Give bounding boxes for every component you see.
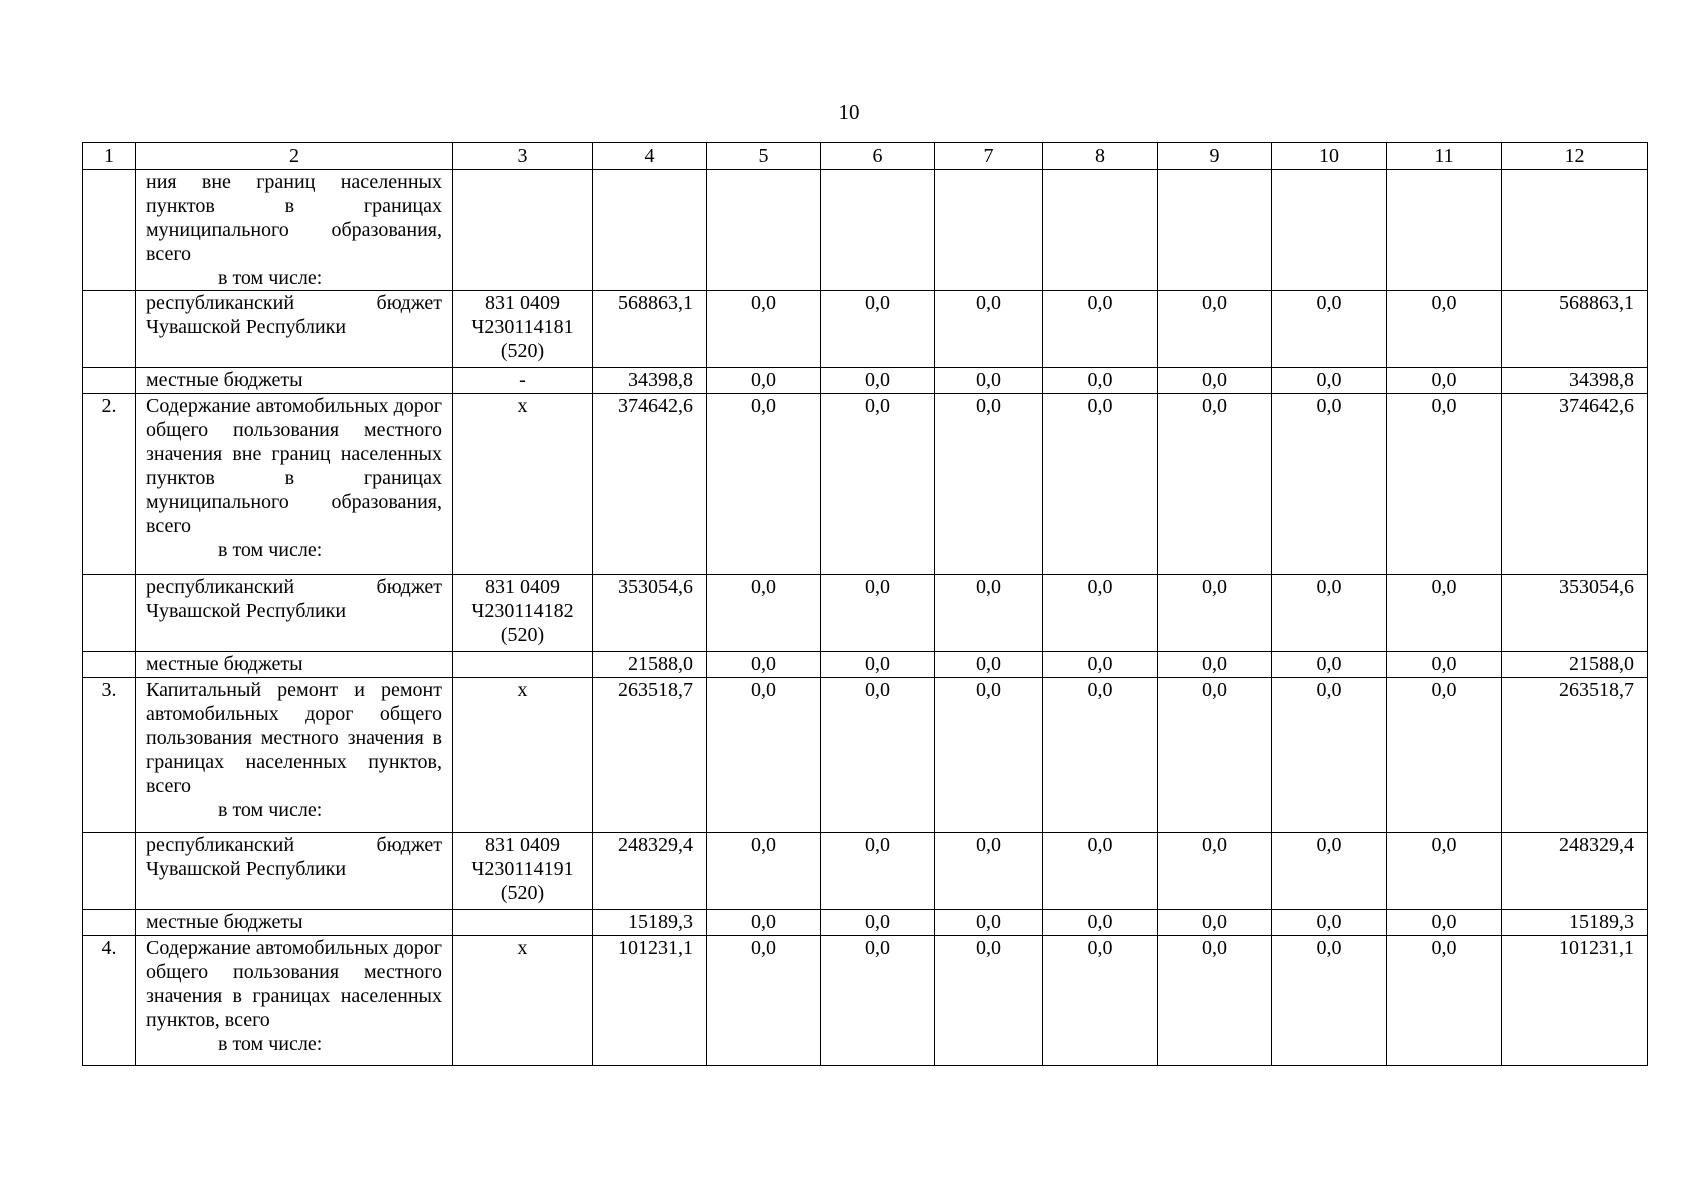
value-cell: 0,0 [935, 833, 1043, 910]
value-cell: 0,0 [1387, 394, 1502, 575]
value-cell: 0,0 [821, 394, 935, 575]
budget-code: x [453, 936, 593, 1066]
value-cell: 0,0 [1387, 678, 1502, 833]
column-number: 12 [1502, 143, 1648, 170]
value-cell: 0,0 [1272, 910, 1387, 936]
value-cell: 0,0 [1043, 575, 1158, 652]
value-cell: 0,0 [1158, 575, 1272, 652]
value-cell: 0,0 [707, 936, 821, 1066]
value-cell: 0,0 [1387, 936, 1502, 1066]
total-cell: 263518,7 [1502, 678, 1648, 833]
value-cell: 0,0 [821, 678, 935, 833]
value-cell: 0,0 [1158, 833, 1272, 910]
budget-code: x [453, 678, 593, 833]
row-number: 3. [83, 678, 136, 833]
row-number: 2. [83, 394, 136, 575]
column-number: 9 [1158, 143, 1272, 170]
value-cell: 0,0 [935, 575, 1043, 652]
value-cell [1387, 170, 1502, 291]
value-cell: 0,0 [821, 368, 935, 394]
value-cell: 0,0 [707, 678, 821, 833]
value-cell: 0,0 [1043, 291, 1158, 368]
row-number [83, 368, 136, 394]
total-cell: 248329,4 [1502, 833, 1648, 910]
row-name: Содержание автомобильных дорог общего пользования местного значения вне границ населенных пунктов в границах муниципального образования, всего [146, 395, 442, 537]
value-cell: 0,0 [1272, 291, 1387, 368]
row-description [136, 368, 453, 394]
value-cell: 0,0 [935, 368, 1043, 394]
row-number [83, 833, 136, 910]
value-cell: 0,0 [707, 575, 821, 652]
value-cell [935, 170, 1043, 291]
total-cell: 353054,6 [1502, 575, 1648, 652]
value-cell: 0,0 [1043, 678, 1158, 833]
budget-table [82, 142, 1648, 1066]
column-number: 6 [821, 143, 935, 170]
value-cell: 0,0 [821, 652, 935, 678]
value-cell: 0,0 [821, 575, 935, 652]
row-description [136, 394, 453, 575]
value-cell: 0,0 [821, 936, 935, 1066]
value-cell: 0,0 [1158, 910, 1272, 936]
table-row [83, 170, 1648, 291]
value-cell: 568863,1 [593, 291, 707, 368]
value-cell: 0,0 [1158, 394, 1272, 575]
row-name: ния вне границ населенных пунктов в границах муниципального образования, всего [146, 171, 442, 265]
total-cell [1502, 170, 1648, 291]
value-cell: 0,0 [1043, 652, 1158, 678]
table-row [83, 575, 1648, 652]
budget-code: 831 0409 Ч230114182 (520) [453, 575, 593, 652]
value-cell: 34398,8 [593, 368, 707, 394]
budget-code: 831 0409 Ч230114181 (520) [453, 291, 593, 368]
value-cell: 0,0 [1272, 575, 1387, 652]
value-cell [707, 170, 821, 291]
column-number: 5 [707, 143, 821, 170]
column-number: 2 [136, 143, 453, 170]
total-cell: 568863,1 [1502, 291, 1648, 368]
value-cell: 263518,7 [593, 678, 707, 833]
table-row [83, 291, 1648, 368]
value-cell: 0,0 [1387, 291, 1502, 368]
row-number [83, 652, 136, 678]
row-description [136, 910, 453, 936]
value-cell: 374642,6 [593, 394, 707, 575]
value-cell: 0,0 [1387, 833, 1502, 910]
value-cell: 0,0 [935, 936, 1043, 1066]
value-cell: 0,0 [707, 910, 821, 936]
total-cell: 21588,0 [1502, 652, 1648, 678]
value-cell: 353054,6 [593, 575, 707, 652]
row-description [136, 678, 453, 833]
row-description [136, 833, 453, 910]
value-cell: 0,0 [1272, 368, 1387, 394]
value-cell: 0,0 [935, 394, 1043, 575]
row-description [136, 575, 453, 652]
value-cell: 0,0 [1272, 678, 1387, 833]
table-row [83, 678, 1648, 833]
value-cell: 248329,4 [593, 833, 707, 910]
budget-code: x [453, 394, 593, 575]
value-cell: 0,0 [821, 910, 935, 936]
total-cell: 101231,1 [1502, 936, 1648, 1066]
row-number [83, 575, 136, 652]
column-number: 4 [593, 143, 707, 170]
value-cell: 15189,3 [593, 910, 707, 936]
budget-code [453, 652, 593, 678]
value-cell: 0,0 [821, 833, 935, 910]
value-cell: 0,0 [1158, 936, 1272, 1066]
column-number: 11 [1387, 143, 1502, 170]
total-cell: 15189,3 [1502, 910, 1648, 936]
row-name: Капитальный ремонт и ремонт автомобильных дорог общего пользования местного значения в границах населенных пунктов, всего [146, 679, 442, 797]
budget-code [453, 170, 593, 291]
value-cell: 101231,1 [593, 936, 707, 1066]
value-cell: 0,0 [1158, 678, 1272, 833]
row-description [136, 652, 453, 678]
value-cell: 0,0 [1158, 291, 1272, 368]
column-number: 1 [83, 143, 136, 170]
column-number: 10 [1272, 143, 1387, 170]
row-number [83, 910, 136, 936]
value-cell: 0,0 [1387, 575, 1502, 652]
value-cell: 0,0 [1387, 368, 1502, 394]
budget-code: - [453, 368, 593, 394]
column-number: 7 [935, 143, 1043, 170]
budget-code: 831 0409 Ч230114191 (520) [453, 833, 593, 910]
row-number: 4. [83, 936, 136, 1066]
value-cell: 0,0 [1272, 936, 1387, 1066]
value-cell: 0,0 [1387, 910, 1502, 936]
value-cell [821, 170, 935, 291]
row-name: Содержание автомобильных дорог общего пользования местного значения в границах населенных пунктов, всего [146, 937, 442, 1031]
value-cell: 21588,0 [593, 652, 707, 678]
value-cell: 0,0 [1272, 394, 1387, 575]
row-number [83, 291, 136, 368]
value-cell: 0,0 [707, 652, 821, 678]
including-label: в том числе: [218, 1033, 323, 1055]
including-label: в том числе: [218, 799, 323, 821]
value-cell: 0,0 [1387, 652, 1502, 678]
column-number: 8 [1043, 143, 1158, 170]
table-row [83, 910, 1648, 936]
row-name: республиканский бюджет Чувашской Республики [146, 576, 442, 622]
value-cell: 0,0 [935, 910, 1043, 936]
value-cell: 0,0 [935, 678, 1043, 833]
value-cell: 0,0 [935, 652, 1043, 678]
value-cell: 0,0 [1043, 833, 1158, 910]
including-label: в том числе: [218, 267, 323, 289]
value-cell: 0,0 [707, 291, 821, 368]
value-cell: 0,0 [1272, 652, 1387, 678]
value-cell: 0,0 [1272, 833, 1387, 910]
page-number: 10 [838, 100, 860, 124]
table-row [83, 652, 1648, 678]
row-name: местные бюджеты [146, 653, 303, 675]
value-cell: 0,0 [1043, 910, 1158, 936]
value-cell: 0,0 [1043, 936, 1158, 1066]
value-cell: 0,0 [821, 291, 935, 368]
total-cell: 34398,8 [1502, 368, 1648, 394]
column-number-row [83, 143, 1648, 170]
including-label: в том числе: [218, 539, 323, 561]
value-cell [1272, 170, 1387, 291]
row-name: республиканский бюджет Чувашской Республики [146, 292, 442, 338]
table-row [83, 936, 1648, 1066]
table-row [83, 394, 1648, 575]
column-number: 3 [453, 143, 593, 170]
value-cell: 0,0 [707, 394, 821, 575]
row-name: республиканский бюджет Чувашской Республики [146, 834, 442, 880]
row-number [83, 170, 136, 291]
value-cell: 0,0 [1158, 652, 1272, 678]
value-cell [1158, 170, 1272, 291]
value-cell: 0,0 [935, 291, 1043, 368]
row-name: местные бюджеты [146, 369, 303, 391]
row-description [136, 291, 453, 368]
row-description [136, 170, 453, 291]
value-cell: 0,0 [1043, 368, 1158, 394]
value-cell: 0,0 [707, 833, 821, 910]
value-cell: 0,0 [707, 368, 821, 394]
table-row [83, 368, 1648, 394]
budget-code [453, 910, 593, 936]
value-cell: 0,0 [1043, 394, 1158, 575]
row-description [136, 936, 453, 1066]
row-name: местные бюджеты [146, 911, 303, 933]
value-cell: 0,0 [1158, 368, 1272, 394]
total-cell: 374642,6 [1502, 394, 1648, 575]
value-cell [593, 170, 707, 291]
table-row [83, 833, 1648, 910]
value-cell [1043, 170, 1158, 291]
